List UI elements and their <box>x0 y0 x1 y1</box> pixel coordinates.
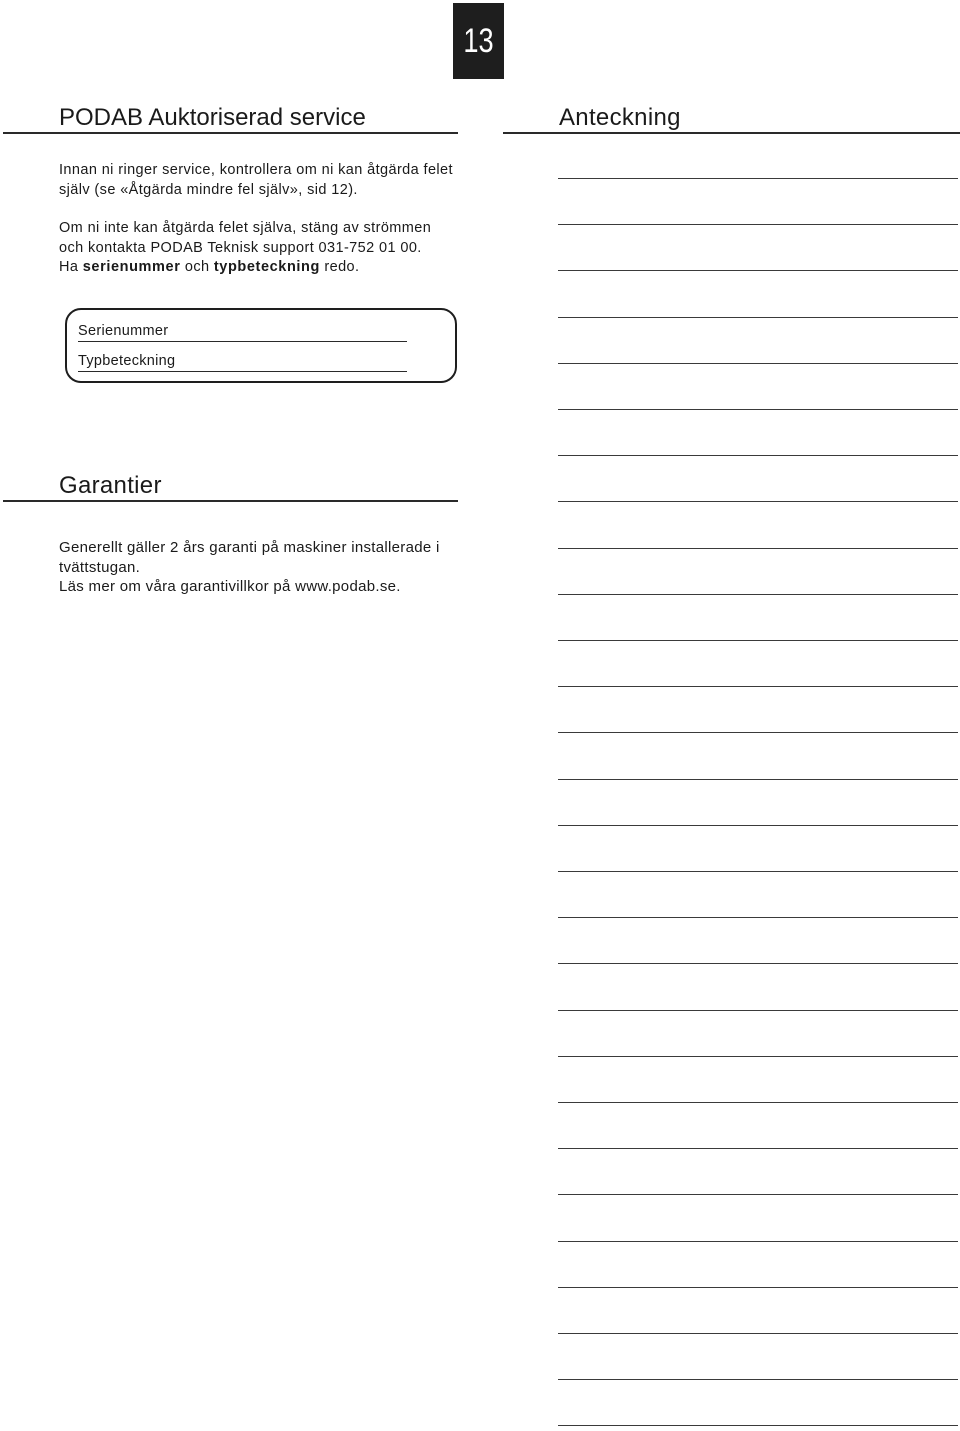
note-line <box>558 409 958 410</box>
note-line <box>558 1056 958 1057</box>
note-line <box>558 270 958 271</box>
note-line <box>558 1333 958 1334</box>
note-line <box>558 732 958 733</box>
note-line <box>558 594 958 595</box>
note-line <box>558 1194 958 1195</box>
serial-number-label: Serienummer <box>78 323 169 339</box>
type-designation-field[interactable] <box>78 371 407 372</box>
serial-number-field[interactable] <box>78 341 407 342</box>
note-line <box>558 1102 958 1103</box>
service-paragraph-check: Innan ni ringer service, kontrollera om ni kan åtgärda felet själv (se «Åtgärda mindre fel själv», sid 12). <box>59 162 453 198</box>
note-line <box>558 1425 958 1426</box>
note-line <box>558 1287 958 1288</box>
note-line <box>558 1379 958 1380</box>
service-paragraph-contact: Om ni inte kan åtgärda felet själva, stäng av strömmen och kontakta PODAB Teknisk support 031-752 01 00. <box>59 220 432 256</box>
notes-lines <box>558 0 958 1431</box>
note-line <box>558 1010 958 1011</box>
note-line <box>558 1241 958 1242</box>
note-line <box>558 363 958 364</box>
warranty-link-paragraph: Läs mer om våra garantivillkor på www.podab.se. <box>59 578 401 595</box>
prepare-suffix: redo. <box>319 259 360 275</box>
prepare-mid: och <box>180 259 214 275</box>
warranty-heading-rule <box>3 500 458 502</box>
prepare-prefix: Ha <box>59 259 83 275</box>
warranty-heading: Garantier <box>59 472 162 499</box>
note-line <box>558 1148 958 1149</box>
note-line <box>558 224 958 225</box>
service-heading: PODAB Auktoriserad service <box>59 104 366 131</box>
note-line <box>558 317 958 318</box>
note-line <box>558 917 958 918</box>
service-paragraph-prepare <box>59 258 459 278</box>
note-line <box>558 779 958 780</box>
note-line <box>558 178 958 179</box>
prepare-serial-bold: serienummer <box>82 259 181 275</box>
service-heading-rule <box>3 132 458 134</box>
note-line <box>558 686 958 687</box>
note-line <box>558 963 958 964</box>
note-line <box>558 548 958 549</box>
page-number: 13 <box>463 21 494 60</box>
note-line <box>558 455 958 456</box>
type-designation-label: Typbeteckning <box>78 353 176 369</box>
note-line <box>558 501 958 502</box>
note-line <box>558 871 958 872</box>
warranty-paragraph: Generellt gäller 2 års garanti på maskiner installerade i tvättstugan. <box>59 539 440 576</box>
note-line <box>558 640 958 641</box>
notes-heading: Anteckning <box>559 104 681 131</box>
note-line <box>558 825 958 826</box>
prepare-type-bold: typbeteckning <box>213 259 320 275</box>
page-number-badge <box>453 3 504 79</box>
